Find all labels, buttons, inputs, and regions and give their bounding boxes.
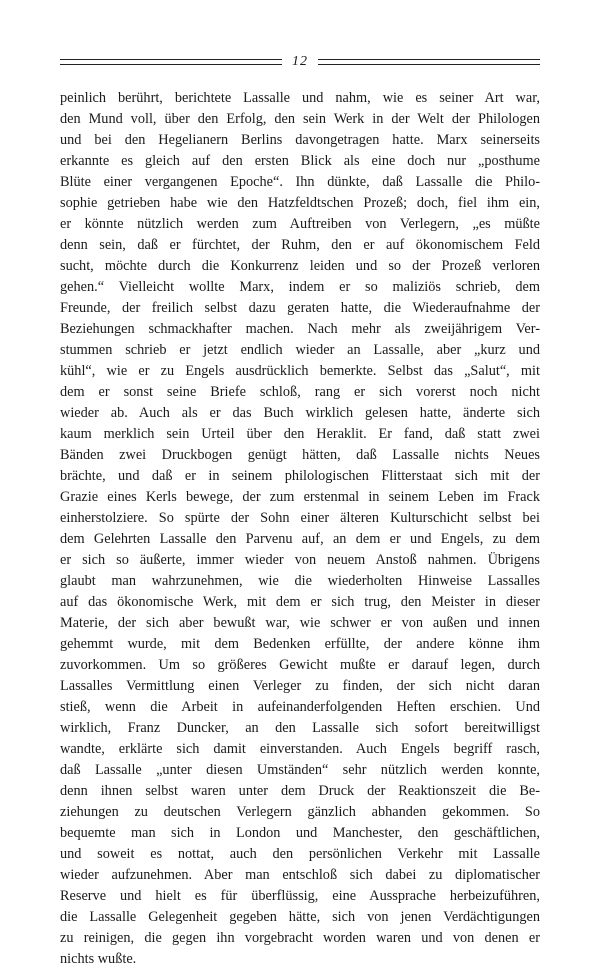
header-rule-left (60, 59, 282, 65)
body-text (60, 88, 540, 970)
page-header (60, 52, 540, 72)
text-line: denn sein, daß er fürchtet, der Ruhm, den er auf ökonomischem Feld (60, 237, 540, 253)
text-line: Bänden zwei Druckbogen genügt hätten, daß Lassalle nichts Neues (60, 447, 540, 463)
text-line: nichts wußte. (60, 951, 137, 967)
text-line: gehemmt wurde, mit dem Bedenken erfüllte, der andere könne ihm (60, 636, 540, 652)
text-line: Grazie eines Kerls bewege, der zum erstenmal in seinem Leben im Frack (60, 489, 540, 505)
text-line: wandte, erklärte sich damit einverstanden. Auch Engels begriff rasch, (60, 741, 540, 757)
text-line: zu reinigen, die gegen ihn vorgebracht worden waren und von denen er (60, 930, 540, 946)
text-line: erkannte es gleich auf den ersten Blick als eine doch nur „posthume (60, 153, 540, 169)
text-line: Lassalles Vermittlung einen Verleger zu finden, der sich nicht daran (60, 678, 540, 694)
text-line: bequemte man sich in London und Manchester, den geschäftlichen, (60, 825, 540, 841)
text-line: glaubt man wahrzunehmen, wie die wiederholten Hinweise Lassalles (60, 573, 540, 589)
text-line: die Lassalle Gelegenheit gegeben hätte, sich von jenen Verdächtigungen (60, 909, 540, 925)
text-line: Beziehungen schmackhafter machen. Nach mehr als zweijährigem Ver- (60, 321, 540, 337)
text-line: daß Lassalle „unter diesen Umständen“ sehr nützlich werden konnte, (60, 762, 540, 778)
text-line: ziehungen zu deutschen Verlegern gänzlich abhanden gekommen. So (60, 804, 540, 820)
text-line: peinlich berührt, berichtete Lassalle und nahm, wie es seiner Art war, (60, 90, 540, 106)
text-line: sucht, möchte durch die Konkurrenz leiden und so der Prozeß verloren (60, 258, 540, 274)
text-line: Materie, der sich aber bewußt war, wie schwer er von außen und innen (60, 615, 540, 631)
text-line: den Mund voll, über den Erfolg, den sein Werk in der Welt der Philologen (60, 111, 540, 127)
page-number: 12 (292, 54, 308, 69)
text-line: und soweit es nottat, auch den persönlichen Verkehr mit Lassalle (60, 846, 540, 862)
text-line: wieder aufzunehmen. Aber man entschloß sich dabei zu diplomatischer (60, 867, 540, 883)
text-line: dem Gelehrten Lassalle den Parvenu auf, an dem er und Engels, zu dem (60, 531, 540, 547)
text-line: auf das ökonomische Werk, mit dem er sich trug, den Meister in dieser (60, 594, 540, 610)
text-line: denn ihnen selbst waren unter dem Druck der Reaktionszeit die Be- (60, 783, 540, 799)
text-line: brächte, und daß er in seinem philologischen Flitterstaat sich mit der (60, 468, 540, 484)
text-line: er könnte nützlich werden zum Auftreiben von Verlegern, „es müßte (60, 216, 540, 232)
text-line: stummen schrieb er jetzt endlich wieder an Lassalle, aber „kurz und (60, 342, 540, 358)
text-line: gehen.“ Vielleicht wollte Marx, indem er so maliziös schrieb, dem (60, 279, 540, 295)
text-line: stieß, wenn die Arbeit in aufeinanderfolgenden Heften erschien. Und (60, 699, 540, 715)
text-line: Reserve und hielt es für überflüssig, eine Aussprache herbeizuführen, (60, 888, 540, 904)
text-line: wieder ab. Auch als er das Buch wirklich gelesen hatte, änderte sich (60, 405, 540, 421)
text-line: einherstolziere. So spürte der Sohn einer älteren Kulturschicht selbst bei (60, 510, 540, 526)
text-line: zuvorkommen. Um so größeres Gewicht mußte er darauf legen, durch (60, 657, 540, 673)
text-line: Freunde, der freilich selbst dazu geraten hatte, die Wiederaufnahme der (60, 300, 540, 316)
text-line: kaum merklich sein Urteil über den Heraklit. Er fand, daß statt zwei (60, 426, 540, 442)
text-line: er sich so äußerte, immer wieder von neuem Anstoß nahmen. Übrigens (60, 552, 540, 568)
text-line: dem er sonst seine Briefe schloß, rang er sich vorerst noch nicht (60, 384, 540, 400)
header-rule-right (318, 59, 540, 65)
text-line: sophie getrieben habe wie den Hatzfeldtschen Prozeß; doch, fiel ihm ein, (60, 195, 540, 211)
text-line: kühl“, wie er zu Engels ausdrücklich bemerkte. Selbst das „Salut“, mit (60, 363, 540, 379)
text-line: wirklich, Franz Duncker, an den Lassalle sich sofort bereitwilligst (60, 720, 540, 736)
text-line: Blüte einer vergangenen Epoche“. Ihn dünkte, daß Lassalle die Philo- (60, 174, 540, 190)
text-line: und bei den Hegelianern Berlins davongetragen hatte. Marx seinerseits (60, 132, 540, 148)
